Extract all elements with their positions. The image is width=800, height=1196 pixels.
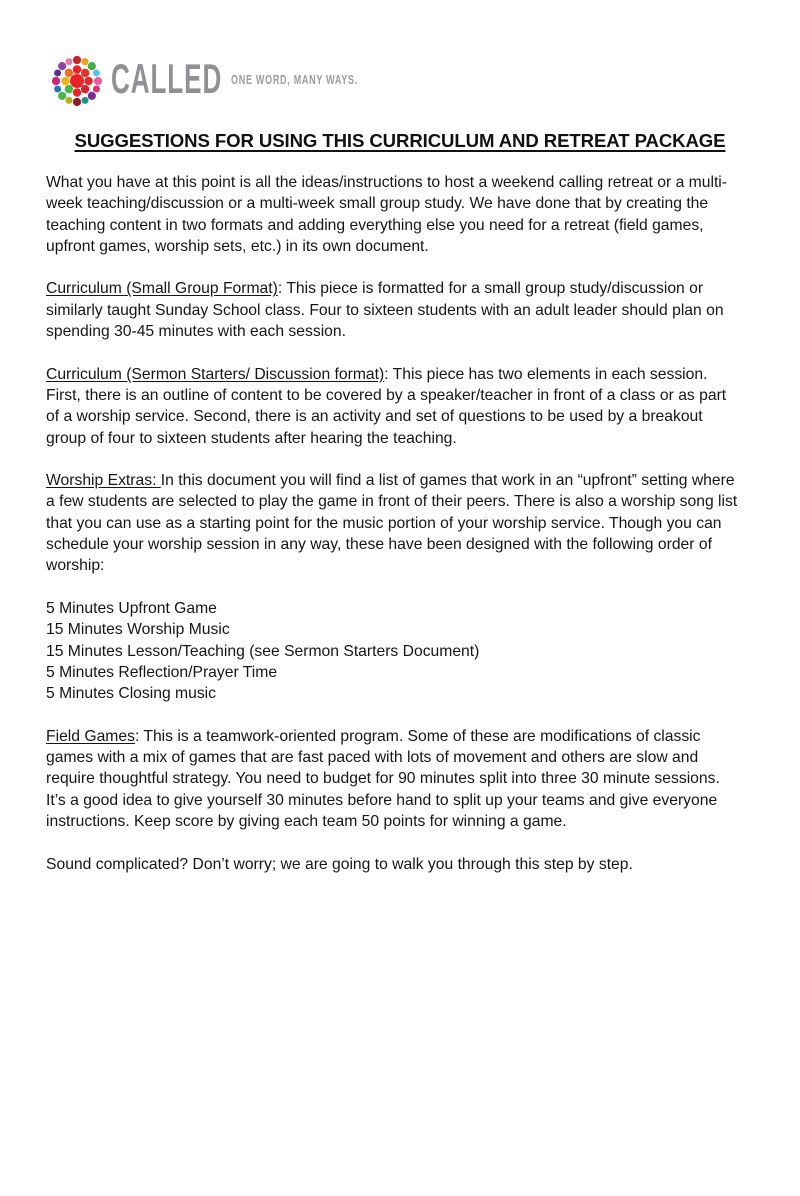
section-lead: Field Games (46, 727, 135, 745)
section-paragraph-sermon-starters (46, 364, 740, 449)
section-paragraph-small-group (46, 278, 740, 342)
worship-order-item: 5 Minutes Upfront Game (46, 599, 217, 617)
section-lead: Curriculum (Small Group Format) (46, 280, 278, 298)
logo-wordmark-box (111, 54, 223, 102)
logo-tagline: ONE WORD, MANY WAYS. (231, 73, 358, 87)
called-logo-icon (48, 52, 106, 110)
intro-paragraph (46, 172, 740, 257)
intro-text: What you have at this point is all the ideas/instructions to host a weekend calling retreat or a multi-week teaching/discussion or a multi-week small group study. We have done that by creating the teaching content in two formats and adding everything else you need for a retreat (field games, upfront games, worship sets, etc.) in its own document. (46, 174, 728, 255)
document-body (46, 172, 740, 896)
worship-order-item: 15 Minutes Worship Music (46, 621, 230, 639)
page-title: SUGGESTIONS FOR USING THIS CURRICULUM AND RETREAT PACKAGE (74, 130, 726, 151)
section-paragraph-worship-extras (46, 470, 740, 576)
worship-order-item: 15 Minutes Lesson/Teaching (see Sermon Starters Document) (46, 642, 480, 660)
section-lead: Worship Extras: (46, 472, 161, 490)
worship-order-list (46, 598, 740, 704)
worship-order-item: 5 Minutes Closing music (46, 685, 217, 703)
worship-order-item: 5 Minutes Reflection/Prayer Time (46, 663, 278, 681)
section-separator: : (277, 280, 287, 298)
section-paragraph-field-games (46, 726, 740, 832)
called-logo (48, 52, 368, 110)
section-text: This piece is formatted for a small group study/​discussion or similarly taught Sunday School class. Four to sixteen students with an adult leader should plan on spending 30-45 minutes with each session. (46, 280, 724, 341)
closing-text: Sound complicated? Don’t worry; we are going to walk you through this step by step. (46, 855, 633, 873)
section-separator: : (134, 727, 144, 745)
logo-tagline-box (231, 71, 368, 89)
closing-paragraph (46, 854, 740, 875)
section-text: This piece has two elements in each session. First, there is an outline of content to be covered by a speaker/teacher in front of a class or as part of a worship service. Second, there is an activity and set of questions to be used by a breakout group of four to sixteen students after hearing the teaching. (46, 365, 727, 447)
section-text: In this document you will find a list of games that work in an “upfront” setting where a few students are selected to play the game in front of their peers. There is also a worship song list that you can use as a starting point for the music portion of your worship service. Though you can schedule your worship session in any way, these have been designed with the following order of worship: (46, 472, 738, 575)
section-separator: : (384, 365, 393, 383)
section-lead: Curriculum (Sermon Starters/ Discussion format) (46, 365, 385, 383)
section-text: This is a teamwork-oriented program. Some of these are modifications of classic games with a mix of games that are fast paced with lots of movement and others are slow and require thoughtful strategy. You need to budget for 90 minutes split into three 30 minute sessions. It’s a good idea to give yourself 30 minutes before hand to split up your teams and give everyone instructions. Keep score by giving each team 50 points for winning a game. (46, 727, 720, 830)
logo-wordmark: CALLED (111, 54, 223, 102)
